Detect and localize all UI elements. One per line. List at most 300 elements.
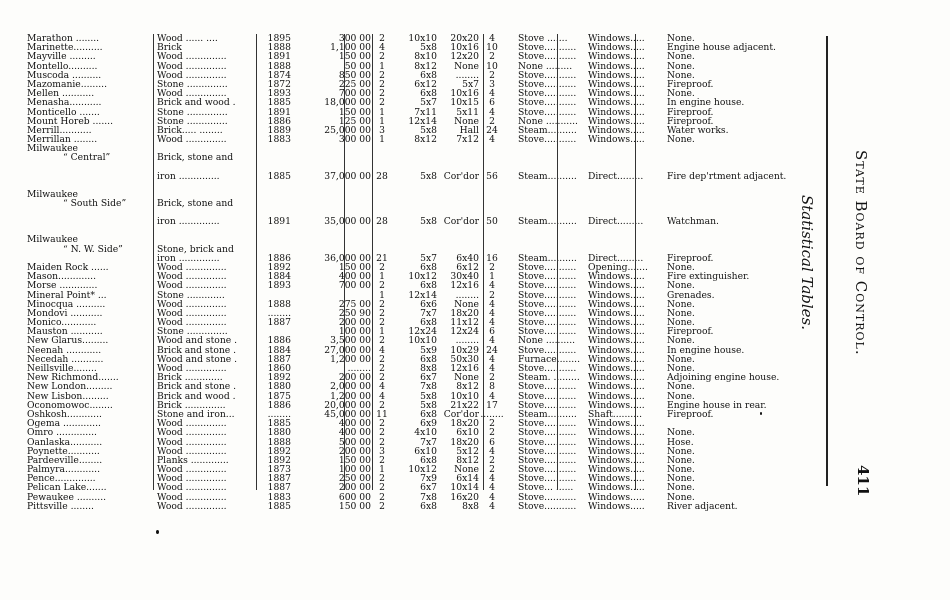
cell-cells: 2 xyxy=(489,428,495,438)
cell-room: 10x12 xyxy=(408,465,437,475)
cell-rem: None. xyxy=(667,391,695,401)
cell-cost: 200 00 xyxy=(338,446,371,456)
cell-mat: Wood .............. xyxy=(157,262,227,273)
cell-heat: Stove........... xyxy=(518,318,577,328)
table-row xyxy=(27,291,792,300)
cell-stor: 2 xyxy=(379,400,385,410)
cell-stor: 1 xyxy=(379,290,385,300)
cell-cost: 45,000 00 xyxy=(324,409,371,420)
table-row xyxy=(27,235,792,244)
cell-year: 1888 xyxy=(267,299,291,309)
cell-rem: None. xyxy=(667,52,695,62)
cell-vent: Windows..... xyxy=(588,308,645,319)
cell-rem: Fireproof. xyxy=(667,253,714,263)
cell-mat: Wood .............. xyxy=(157,52,227,62)
cell-room: 4x10 xyxy=(414,428,437,438)
cell-corr: Cor'dor xyxy=(443,171,479,181)
cell-cells: 2 xyxy=(489,465,495,475)
cell-cells: 6 xyxy=(489,98,495,108)
table-row xyxy=(27,254,792,263)
cell-year: 1887 xyxy=(267,354,291,365)
cell-cost: 400 00 xyxy=(338,419,371,429)
cell-mat: Wood .............. xyxy=(157,446,227,456)
cell-mat: Wood ...... .... xyxy=(157,34,218,44)
cell-corr: None xyxy=(454,61,479,71)
cell-town: Milwaukee xyxy=(27,235,78,245)
cell-room: 12x14 xyxy=(408,116,437,126)
cell-stor: 2 xyxy=(379,373,385,383)
cell-vent: Windows..... xyxy=(588,345,645,355)
cell-cells: ........ xyxy=(480,409,504,420)
cell-rem: Watchman. xyxy=(667,217,719,227)
cell-rem: Fire extinguisher. xyxy=(667,272,750,282)
cell-year: 1880 xyxy=(267,428,291,438)
cell-vent: Windows..... xyxy=(588,465,645,475)
cell-corr: 12x24 xyxy=(450,327,479,337)
cell-year: 1893 xyxy=(267,89,291,99)
cell-vent: Windows..... xyxy=(588,391,645,401)
cell-vent: Windows..... xyxy=(588,382,645,392)
cell-heat: Steam.......... xyxy=(518,171,577,181)
cell-town: Omro .............. xyxy=(27,428,97,438)
cell-rem: None. xyxy=(667,281,695,291)
cell-cost: 150 00 xyxy=(338,107,371,117)
table-row xyxy=(27,373,792,382)
cell-town: Montello.......... xyxy=(27,61,98,71)
cell-vent: Windows..... xyxy=(588,364,645,374)
cell-cells: 2 xyxy=(489,373,495,383)
cell-rem: Fire dep'rtment adjacent. xyxy=(667,171,787,181)
cell-cells: 17 xyxy=(486,400,498,410)
cell-rem: None. xyxy=(667,70,695,80)
cell-heat: Stove........... xyxy=(518,327,577,337)
cell-cells: 2 xyxy=(489,455,495,466)
statistical-table xyxy=(27,34,792,511)
cell-year: 1887 xyxy=(267,318,291,328)
table-row xyxy=(27,493,792,502)
cell-corr: 10x10 xyxy=(450,391,479,401)
cell-mat: Wood .............. xyxy=(157,318,227,328)
cell-room: 5x9 xyxy=(420,345,437,355)
cell-stor: 4 xyxy=(379,391,385,401)
cell-vent: Windows..... xyxy=(588,373,645,383)
cell-town: Morse ............. xyxy=(27,281,98,291)
cell-cost: 20,000 00 xyxy=(324,400,371,410)
cell-stor: 2 xyxy=(379,354,385,365)
cell-stor: 21 xyxy=(376,253,388,263)
cell-corr: 10x16 xyxy=(450,89,479,99)
cell-heat: Steam. ......... xyxy=(518,373,580,383)
cell-year: 1883 xyxy=(267,492,291,502)
cell-rem: None. xyxy=(667,336,695,346)
cell-corr: 18x20 xyxy=(450,419,479,429)
cell-vent: Windows..... xyxy=(588,354,645,365)
table-row xyxy=(27,190,792,199)
cell-mat: iron .............. xyxy=(157,253,220,263)
cell-rem: Fireproof. xyxy=(667,409,714,420)
cell-town: “ South Side” xyxy=(63,199,127,209)
cell-room: 10x10 xyxy=(408,34,437,44)
cell-rem: In engine house. xyxy=(667,345,745,355)
cell-cells: 4 xyxy=(489,135,495,145)
cell-room: 6x8 xyxy=(420,318,437,328)
cell-town: Mayville ......... xyxy=(27,52,96,62)
cell-year: ........ xyxy=(267,409,291,420)
cell-heat: Stove........... xyxy=(518,364,577,374)
cell-cost: 100 00 xyxy=(338,327,371,337)
cell-stor: 2 xyxy=(379,52,385,62)
cell-heat: Stove... ...... xyxy=(518,483,574,493)
cell-corr: 18x20 xyxy=(450,437,479,447)
cell-heat: Stove ....... xyxy=(518,34,568,44)
cell-rem: Fireproof. xyxy=(667,107,714,117)
cell-rem: Engine house in rear. xyxy=(667,400,767,410)
table-row xyxy=(27,108,792,117)
cell-room: 5x7 xyxy=(420,253,437,263)
cell-room: 6x7 xyxy=(420,373,437,383)
cell-room: 6x6 xyxy=(420,299,437,309)
cell-mat: Wood .............. xyxy=(157,492,227,502)
cell-rem: None. xyxy=(667,135,695,145)
cell-corr: 18x20 xyxy=(450,308,479,319)
cell-rem: None. xyxy=(667,354,695,365)
cell-cells: 4 xyxy=(489,318,495,328)
cell-cost: 2,000 00 xyxy=(330,382,371,392)
cell-stor: 1 xyxy=(379,107,385,117)
table-row xyxy=(27,318,792,327)
table-row xyxy=(27,153,792,162)
cell-room: 6x8 xyxy=(420,354,437,365)
cell-room: 7x7 xyxy=(420,437,437,447)
cell-rem: Engine house adjacent. xyxy=(667,43,776,53)
cell-year: 1888 xyxy=(267,61,291,71)
cell-town: Neillsville........ xyxy=(27,364,97,374)
cell-stor: 2 xyxy=(379,318,385,328)
table-row xyxy=(27,245,792,254)
cell-cells: 56 xyxy=(486,171,498,181)
cell-corr: Cor'dor xyxy=(443,409,479,420)
cell-mat: Wood .............. xyxy=(157,61,227,71)
cell-cells: 2 xyxy=(489,262,495,273)
cell-mat: Brick .............. xyxy=(157,400,226,410)
cell-heat: Stove........... xyxy=(518,345,577,355)
cell-heat: Furnace........ xyxy=(518,354,581,365)
cell-heat: Stove........... xyxy=(518,455,577,466)
cell-town: Minocqua .......... xyxy=(27,299,106,309)
cell-rem: In engine house. xyxy=(667,98,745,108)
column-rule xyxy=(153,34,154,490)
cell-cells: 50 xyxy=(486,217,498,227)
cell-stor: 2 xyxy=(379,455,385,466)
cell-stor: 2 xyxy=(379,483,385,493)
cell-mat: Planks ............. xyxy=(157,455,229,466)
cell-mat: Wood .............. xyxy=(157,501,227,512)
cell-rem: Water works. xyxy=(667,125,729,136)
cell-town: New Glarus......... xyxy=(27,336,109,346)
cell-town: Milwaukee xyxy=(27,144,78,154)
cell-rem: None. xyxy=(667,318,695,328)
cell-town: Mason............. xyxy=(27,272,97,282)
cell-cells: 24 xyxy=(486,345,498,355)
table-row xyxy=(27,309,792,318)
cell-year: 1891 xyxy=(267,217,291,227)
cell-corr: None xyxy=(454,116,479,126)
cell-vent: Direct......... xyxy=(588,171,644,181)
cell-cost: 200 00 xyxy=(338,318,371,328)
cell-cells: 4 xyxy=(489,281,495,291)
table-row xyxy=(27,62,792,71)
cell-cells: 4 xyxy=(489,336,495,346)
cell-heat: Stove........... xyxy=(518,272,577,282)
cell-cells: 4 xyxy=(489,299,495,309)
cell-vent: Windows..... xyxy=(588,428,645,438)
cell-rem: Fireproof. xyxy=(667,79,714,90)
cell-year: 1860 xyxy=(267,364,291,374)
cell-corr: 16x20 xyxy=(450,492,479,502)
table-row xyxy=(27,392,792,401)
cell-heat: Stove........... xyxy=(518,382,577,392)
cell-room: 5x8 xyxy=(420,125,437,136)
cell-room: 7x8 xyxy=(420,492,437,502)
cell-vent: Windows..... xyxy=(588,89,645,99)
cell-cost: 700 00 xyxy=(338,281,371,291)
column-rule xyxy=(557,34,558,490)
cell-rem: None. xyxy=(667,262,695,273)
table-row xyxy=(27,483,792,492)
cell-stor: 28 xyxy=(376,217,388,227)
cell-room: 10x12 xyxy=(408,272,437,282)
cell-year: 1892 xyxy=(267,262,291,273)
cell-vent: Windows..... xyxy=(588,336,645,346)
table-row xyxy=(27,144,792,153)
cell-heat: Stove........... xyxy=(518,281,577,291)
cell-year: 1885 xyxy=(267,98,291,108)
cell-vent: Windows..... xyxy=(588,400,645,410)
cell-cells: 2 xyxy=(489,419,495,429)
cell-cells: 8 xyxy=(489,382,495,392)
cell-heat: Stove........... xyxy=(518,391,577,401)
cell-corr: 8x12 xyxy=(456,382,479,392)
cell-rem: None. xyxy=(667,446,695,456)
cell-year: 1893 xyxy=(267,281,291,291)
cell-heat: Steam.......... xyxy=(518,125,577,136)
cell-vent: Windows..... xyxy=(588,52,645,62)
cell-corr: None xyxy=(454,299,479,309)
cell-mat: Wood .............. xyxy=(157,299,227,309)
table-row xyxy=(27,336,792,345)
cell-vent: Windows..... xyxy=(588,116,645,126)
cell-year: 1885 xyxy=(267,419,291,429)
cell-town: Milwaukee xyxy=(27,189,78,200)
cell-mat: Stone .............. xyxy=(157,107,228,117)
cell-mat: Stone .............. xyxy=(157,327,228,337)
cell-cells: 4 xyxy=(489,483,495,493)
cell-mat: iron .............. xyxy=(157,217,220,227)
cell-vent: Windows..... xyxy=(588,272,645,282)
cell-town: Marinette.......... xyxy=(27,43,103,53)
cell-cells: 4 xyxy=(489,492,495,502)
cell-stor: 1 xyxy=(379,61,385,71)
cell-heat: Stove........... xyxy=(518,290,577,300)
cell-rem: None. xyxy=(667,299,695,309)
cell-mat: Wood .............. xyxy=(157,437,227,447)
cell-town: New London......... xyxy=(27,382,113,392)
cell-cells: 6 xyxy=(489,437,495,447)
cell-cells: 2 xyxy=(489,116,495,126)
cell-rem: None. xyxy=(667,483,695,493)
cell-heat: Stove........... xyxy=(518,299,577,309)
cell-stor: 2 xyxy=(379,492,385,502)
cell-room: 8x12 xyxy=(414,135,437,145)
cell-corr: 20x20 xyxy=(450,34,479,44)
cell-corr: 10x14 xyxy=(450,483,479,493)
ink-speck xyxy=(760,412,762,415)
cell-town: Mount Horeb ....... xyxy=(27,116,114,126)
table-row xyxy=(27,71,792,80)
cell-mat: Brick and wood . xyxy=(157,98,236,108)
cell-rem: Fireproof. xyxy=(667,116,714,126)
cell-mat: Stone ............. xyxy=(157,290,225,300)
table-row xyxy=(27,263,792,272)
cell-mat: Wood .............. xyxy=(157,428,227,438)
cell-room: 5x8 xyxy=(420,171,437,181)
table-row xyxy=(27,382,792,391)
cell-vent: Direct......... xyxy=(588,217,644,227)
cell-stor: 1 xyxy=(379,135,385,145)
table-row xyxy=(27,217,792,226)
cell-corr: 5x12 xyxy=(456,446,479,456)
cell-stor: 2 xyxy=(379,281,385,291)
cell-corr: 21x22 xyxy=(450,400,479,410)
cell-cost: 275 00 xyxy=(338,299,371,309)
cell-stor: 2 xyxy=(379,437,385,447)
cell-room: 6x8 xyxy=(420,281,437,291)
cell-cost: 400 00 xyxy=(338,272,371,282)
cell-corr: Cor'dor xyxy=(443,217,479,227)
cell-cost: 700 00 xyxy=(338,89,371,99)
cell-corr: ........ xyxy=(455,336,479,346)
table-row xyxy=(27,135,792,144)
cell-room: 6x10 xyxy=(414,446,437,456)
cell-vent: Windows..... xyxy=(588,281,645,291)
cell-mat: Brick ............. xyxy=(157,373,223,383)
cell-vent: Windows..... xyxy=(588,327,645,337)
cell-corr: 10x15 xyxy=(450,98,479,108)
cell-vent: Windows..... xyxy=(588,79,645,90)
cell-corr: 6x14 xyxy=(456,474,479,484)
ink-speck xyxy=(156,530,159,534)
cell-room: 5x8 xyxy=(420,391,437,401)
cell-corr: 30x40 xyxy=(450,272,479,282)
cell-vent: Windows..... xyxy=(588,455,645,466)
table-row xyxy=(27,502,792,511)
cell-corr: 12x16 xyxy=(450,281,479,291)
cell-corr: 10x16 xyxy=(450,43,479,53)
cell-room: 6x8 xyxy=(420,262,437,273)
page-number: 411 xyxy=(854,465,872,497)
cell-vent: Windows..... xyxy=(588,474,645,484)
cell-cost: 1,200 00 xyxy=(330,391,371,401)
cell-heat: Steam.......... xyxy=(518,253,577,263)
cell-cells: 2 xyxy=(489,290,495,300)
cell-room: 6x12 xyxy=(414,79,437,90)
cell-year: 1883 xyxy=(267,135,291,145)
cell-vent: Windows..... xyxy=(588,437,645,447)
cell-heat: Stove........... xyxy=(518,400,577,410)
cell-corr: None xyxy=(454,465,479,475)
cell-cells: 16 xyxy=(486,253,498,263)
cell-mat: Wood and stone . xyxy=(157,354,238,365)
cell-rem: None. xyxy=(667,89,695,99)
cell-corr: 5x7 xyxy=(462,79,479,90)
cell-stor: 11 xyxy=(376,409,388,420)
cell-mat: Wood .............. xyxy=(157,364,227,374)
table-row xyxy=(27,43,792,52)
cell-rem: None. xyxy=(667,492,695,502)
table-row xyxy=(27,80,792,89)
cell-town: Necedah ........... xyxy=(27,354,104,365)
cell-town: Pence.............. xyxy=(27,474,96,484)
cell-cells: 2 xyxy=(489,70,495,80)
table-row xyxy=(27,410,792,419)
cell-rem: Adjoining engine house. xyxy=(667,373,780,383)
cell-cost: 150 00 xyxy=(338,455,371,466)
cell-town: Monico............ xyxy=(27,318,97,328)
cell-vent: Windows..... xyxy=(588,419,645,429)
cell-vent: Windows..... xyxy=(588,61,645,71)
table-row xyxy=(27,346,792,355)
column-rule xyxy=(635,34,636,490)
cell-cost: 50 00 xyxy=(344,61,371,71)
cell-year: ........ xyxy=(267,308,291,319)
cell-town: Muscoda .......... xyxy=(27,70,102,80)
cell-heat: Stove........... xyxy=(518,262,577,273)
cell-stor: 2 xyxy=(379,89,385,99)
cell-mat: Brick, stone and xyxy=(157,153,234,163)
cell-town: Mazomanie......... xyxy=(27,79,108,90)
table-row xyxy=(27,272,792,281)
cell-mat: Brick..... ........ xyxy=(157,125,223,136)
cell-cost: 850 00 xyxy=(338,70,371,80)
cell-heat: Stove........... xyxy=(518,501,577,512)
cell-vent: Windows..... xyxy=(588,34,645,44)
cell-town: Palmyra............ xyxy=(27,465,101,475)
table-row xyxy=(27,364,792,373)
cell-cost: 1,200 00 xyxy=(330,354,371,365)
table-row xyxy=(27,281,792,290)
cell-cells: 4 xyxy=(489,364,495,374)
cell-heat: Stove........... xyxy=(518,419,577,429)
cell-year: 1891 xyxy=(267,52,291,62)
cell-mat: Brick and stone . xyxy=(157,345,237,355)
cell-town: Oconomowoc........ xyxy=(27,400,113,410)
cell-mat: Wood .............. xyxy=(157,70,227,80)
cell-rem: Fireproof. xyxy=(667,327,714,337)
cell-cost: 250 90 xyxy=(338,308,371,319)
cell-room: 8x12 xyxy=(414,61,437,71)
cell-stor: 2 xyxy=(379,98,385,108)
running-head: State Board of Control. xyxy=(852,150,870,356)
cell-heat: Stove........... xyxy=(518,308,577,319)
cell-year: 1885 xyxy=(267,501,291,512)
cell-room: 6x8 xyxy=(420,501,437,512)
cell-year: 1886 xyxy=(267,116,291,126)
table-row xyxy=(27,98,792,107)
cell-town: Oanlaska........... xyxy=(27,437,103,447)
cell-mat: Wood .............. xyxy=(157,281,227,291)
cell-cost: 37,000 00 xyxy=(324,171,371,181)
cell-town: Mauston ........... xyxy=(27,327,103,337)
